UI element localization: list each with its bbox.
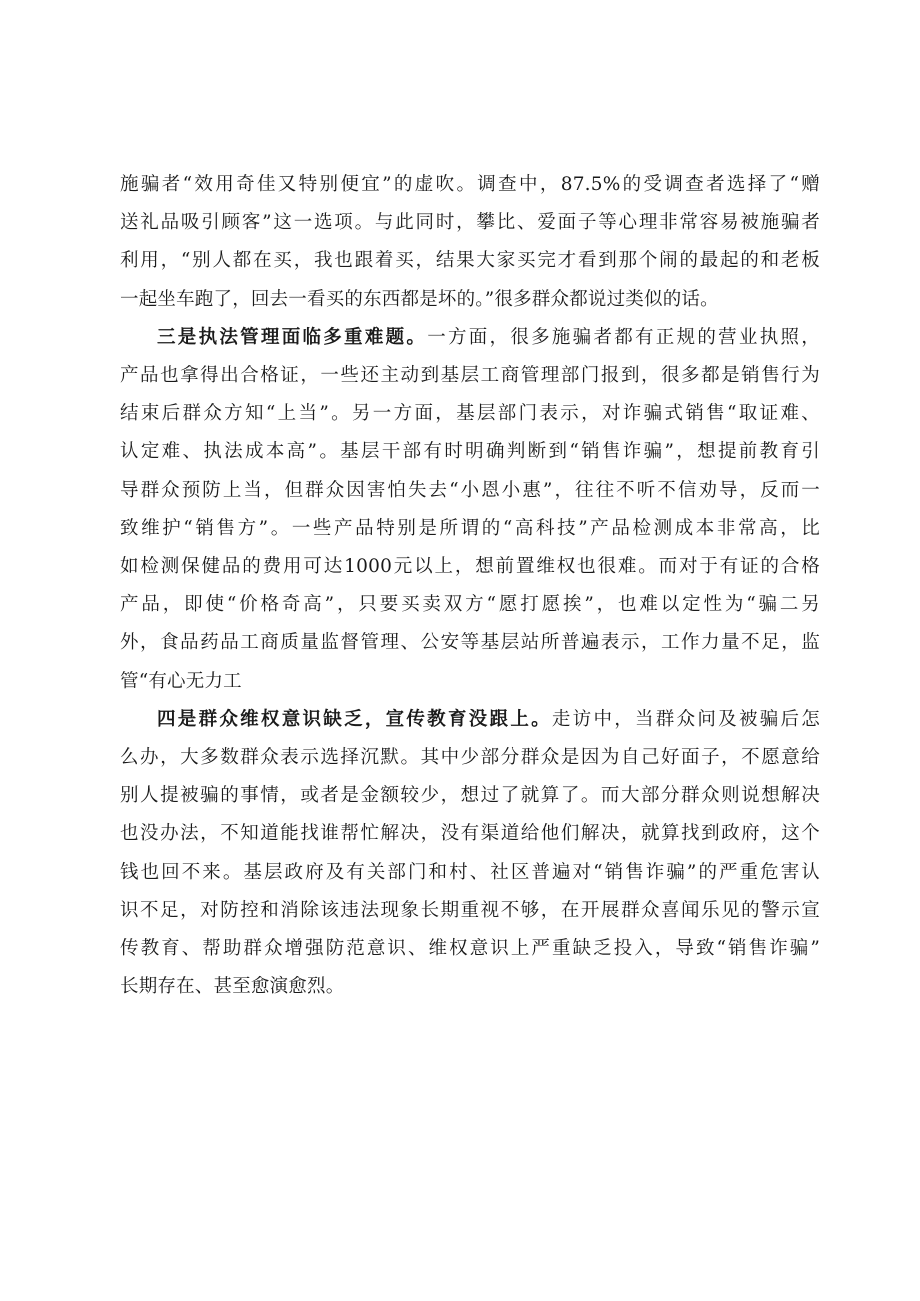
- text-run: 一方面，很多施骗者都有正规的营业执照，: [427, 326, 820, 348]
- text-run: 走访中，当群众问及被骗后怎: [551, 708, 820, 730]
- text-line: 认定难、执法成本高”。基层干部有时明确判断到“销售诈骗”，想提前教育引: [120, 441, 820, 463]
- text-line: 一起坐车跑了，回去一看买的东西都是坏的。”很多群众都说过类似的话。: [120, 288, 719, 310]
- document-body: [120, 166, 820, 1006]
- text-line: 钱也回不来。基层政府及有关部门和村、社区普遍对“销售诈骗”的严重危害认: [120, 861, 820, 883]
- text-line: 施骗者“效用奇佳又特别便宜”的虚吹。调查中，87.5%的受调查者选择了“赠: [120, 174, 820, 195]
- text-line: 长期存在、甚至愈演愈烈。: [120, 976, 345, 998]
- text-line: 产品也拿得出合格证，一些还主动到基层工商管理部门报到，很多都是销售行为: [120, 365, 820, 387]
- text-line: 管“有心无力工: [120, 670, 242, 692]
- text-line: [120, 701, 820, 739]
- text-line: 么办，大多数群众表示选择沉默。其中少部分群众是因为自己好面子，不愿意给: [120, 747, 820, 769]
- text-line: 也没办法，不知道能找谁帮忙解决，没有渠道给他们解决，就算找到政府，这个: [120, 823, 820, 845]
- text-line: 识不足，对防控和消除该违法现象长期重视不够，在开展群众喜闻乐见的警示宣: [120, 899, 820, 921]
- text-line: 如检测保健品的费用可达1000元以上，想前置维权也很难。而对于有证的合格: [120, 556, 820, 578]
- text-line: 别人提被骗的事情，或者是金额较少，想过了就算了。而大部分群众则说想解决: [120, 785, 820, 807]
- text-line: 外，食品药品工商质量监督管理、公安等基层站所普遍表示，工作力量不足，监: [120, 632, 820, 654]
- text-line: 结束后群众方知“上当”。另一方面，基层部门表示，对诈骗式销售“取证难、: [120, 403, 820, 425]
- text-line: 送礼品吸引顾客”这一选项。与此同时，攀比、爱面子等心理非常容易被施骗者: [120, 212, 820, 234]
- text-line: 利用，“别人都在买，我也跟着买，结果大家买完才看到那个闹的最起的和老板: [120, 250, 820, 272]
- text-line: 传教育、帮助群众增强防范意识、维权意识上严重缺乏投入，导致“销售诈骗”: [120, 938, 820, 960]
- text-line: 产品，即使“价格奇高”，只要买卖双方“愿打愿挨”，也难以定性为“骗二另: [120, 594, 820, 616]
- paragraph-consumer-psychology: [120, 166, 820, 319]
- paragraph-law-enforcement: [120, 319, 820, 701]
- paragraph-rights-awareness: [120, 701, 820, 1007]
- section-heading-rights-awareness: 四是群众维权意识缺乏，宣传教育没跟上。: [157, 708, 552, 730]
- text-line: 导群众预防上当，但群众因害怕失去“小恩小惠”，往往不听不信劝导，反而一: [120, 479, 820, 501]
- section-heading-law-enforcement: 三是执法管理面临多重难题。: [157, 326, 428, 348]
- text-line: [120, 319, 820, 357]
- text-line: 致维护“销售方”。一些产品特别是所谓的“高科技”产品检测成本非常高，比: [120, 517, 820, 539]
